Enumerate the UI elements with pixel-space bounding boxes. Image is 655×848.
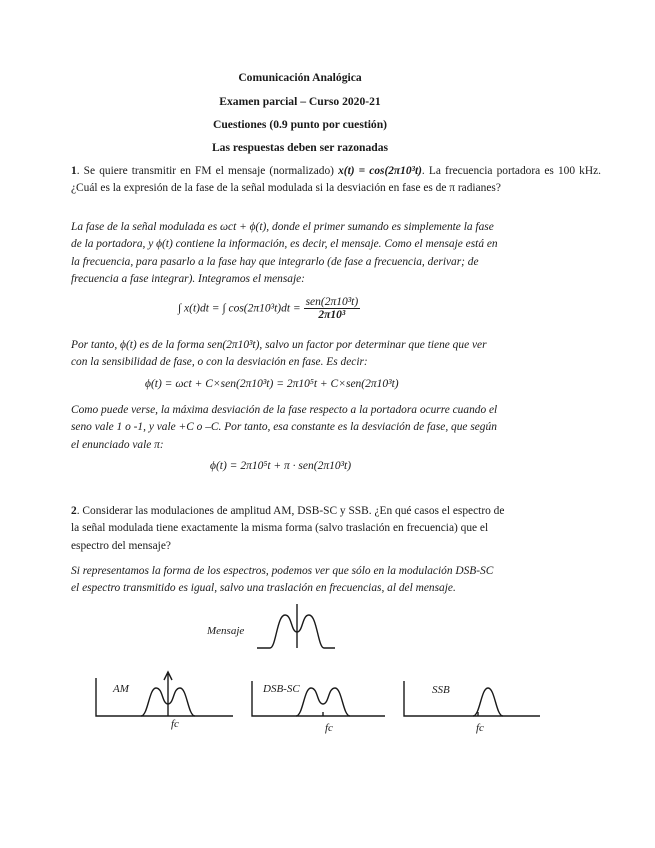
am-spectrum (96, 672, 233, 716)
question-2-line: . Considerar las modulaciones de amplitud AM, DSB-SC y SSB. ¿En qué casos el espectro de (76, 505, 505, 517)
integral-left: ∫ x(t)dt = ∫ cos(2π10³t)dt = (178, 302, 301, 315)
integral-fraction (304, 296, 361, 321)
answer-line: la frecuencia, para pasarlo a la fase hay que integrarlo (de fase a frecuencia, derivar; de (71, 255, 479, 268)
dsb-fc-label: fc (325, 722, 333, 734)
answer-line: de la portadora, y ϕ(t) contiene la información, es decir, el mensaje. Como el mensaje está en (71, 238, 498, 251)
phase-equation-final: ϕ(t) = 2π10⁵t + π · sen(2π10³t) (210, 460, 352, 472)
answer-line: el espectro transmitido es igual, salvo una traslación en frecuencias, al del mensaje. (71, 582, 456, 595)
ssb-label: SSB (432, 684, 450, 696)
section-title: Cuestiones (0.9 punto por cuestión) (212, 118, 388, 131)
question-1-equation: x(t) = cos(2π10³t) (338, 165, 422, 177)
answer-line: La fase de la señal modulada es ωct + ϕ(t), donde el primer sumando es simplemente la fase (71, 221, 494, 233)
answer-1-part-2 (71, 337, 601, 372)
answer-line: Si representamos la forma de los espectros, podemos ver que sólo en la modulación DSB-SC (71, 565, 494, 577)
fraction-numerator: sen(2π10³t) (305, 296, 359, 308)
ssb-spectrum (404, 681, 540, 716)
question-2-number: 2 (71, 505, 77, 517)
integral-equation (178, 296, 360, 321)
answer-line: frecuencia a fase integrar). Integramos el mensaje: (71, 273, 305, 286)
question-1-text-b: . La frecuencia portadora es 100 kHz. ¿Cuál es la expresión de la fase de la señal modulada si la desviación en fase es de π radianes? (71, 165, 601, 195)
am-label: AM (113, 683, 129, 695)
answer-line: Como puede verse, la máxima desviación de la fase respecto a la portadora ocurre cuando el (71, 404, 498, 416)
am-fc-label: fc (171, 718, 179, 730)
answer-line: el enunciado vale π: (71, 438, 164, 451)
exam-title: Examen parcial – Curso 2020-21 (219, 95, 381, 108)
answer-line: seno vale 1 o -1, y vale +C o –C. Por tanto, esa constante es la desviación de fase, que según (71, 421, 497, 434)
course-title: Comunicación Analógica (238, 71, 362, 84)
answer-1-part-1 (71, 219, 601, 289)
mensaje-label: Mensaje (207, 625, 245, 637)
question-2-line: la señal modulada tiene exactamente la misma forma (salvo traslación en frecuencia) que el (71, 522, 489, 535)
question-1 (71, 163, 601, 198)
instruction-title: Las respuestas deben ser razonadas (211, 141, 389, 154)
answer-line: Por tanto, ϕ(t) es de la forma sen(2π10³t), salvo un factor por determinar que tiene que ver (71, 339, 487, 351)
question-1-text-a: . Se quiere transmitir en FM el mensaje (normalizado) (76, 165, 339, 177)
message-spectrum (257, 604, 335, 648)
fraction-denominator: 2π10³ (318, 309, 346, 321)
phase-equation-general: ϕ(t) = ωct + C×sen(2π10³t) = 2π10⁵t + C×sen(2π10³t) (145, 378, 399, 390)
answer-1-part-3 (71, 402, 601, 454)
answer-line: con la sensibilidad de fase, o con la desviación en fase. Es decir: (71, 356, 368, 369)
ssb-fc-label: fc (476, 722, 484, 734)
question-1-number: 1 (71, 165, 77, 177)
dsb-spectrum (252, 681, 385, 716)
dsb-label: DSB-SC (263, 683, 300, 695)
answer-2 (71, 563, 601, 598)
question-2 (71, 503, 601, 555)
question-2-line: espectro del mensaje? (71, 539, 171, 552)
